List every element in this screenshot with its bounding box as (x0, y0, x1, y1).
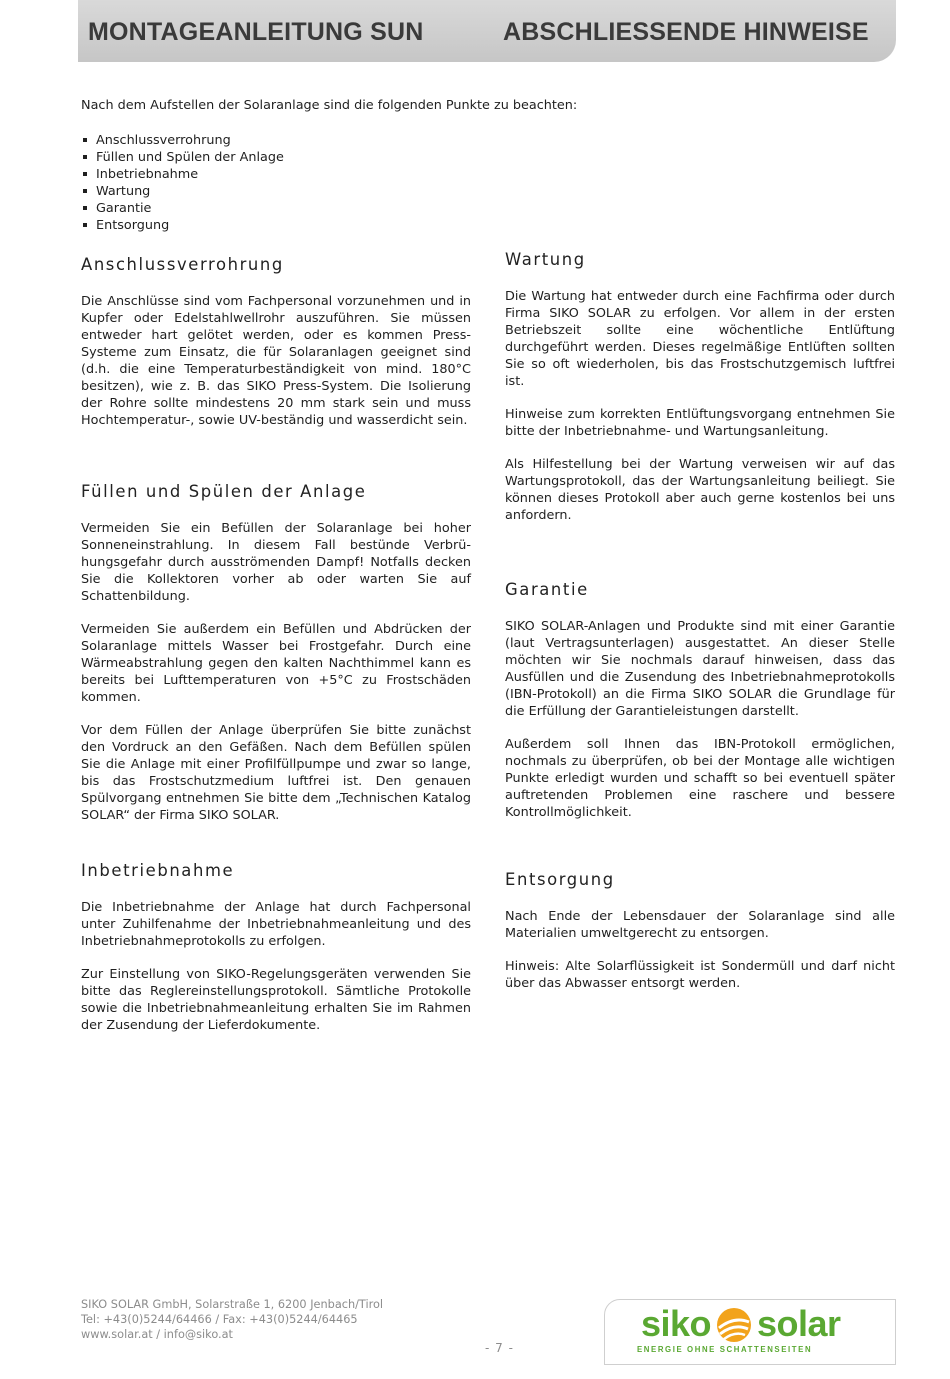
paragraph: SIKO SOLAR-Anlagen und Produkte sind mit einer Garantie (laut Vertragsunterlagen) ausgestattet. An dieser Stelle möchten wir Sie nochmals darauf hinweisen, dass das Ausfüllen und die Zusendung des Inbetriebnahmeprotokolls (IBN-Protokoll) an die Firma SIKO SOLAR die Grundlage für die Erfüllung der Garantieleistungen darstellt. (505, 619, 895, 719)
logo-word-siko: siko (641, 1303, 712, 1344)
section-inbetriebnahme (81, 860, 471, 1034)
paragraph: Die Anschlüsse sind vom Fachpersonal vorzunehmen und in Kupfer oder Edelstahlwellrohr auszuführen. Sie müssen entweder hart gelötet werden, oder es kommen Press-Systeme zum Einsatz, die für Solaranlagen geeignet sind (d.h. die eine Temperaturbeständigkeit von mind. 180°C besitzen), wie z. B. das SIKO Press-System. Die Isolierung der Rohre sollte mindestens 20 mm stark sein und muss Hochtemperatur-, sowie UV-beständig und wasserdicht sein. (81, 294, 471, 428)
bullet-icon (83, 138, 87, 142)
sun-icon (715, 1306, 753, 1344)
bullet-icon (83, 223, 87, 227)
list-item-label: Füllen und Spülen der Anlage (96, 150, 284, 165)
paragraph: Die Wartung hat entweder durch eine Fachfirma oder durch Firma SIKO SOLAR zu erfolgen. Vor allem in der ersten Betriebszeit sollte eine wöchentliche Entlüftung durchgeführt werden. Dieses regelmäßige Entlüften sollten Sie so oft wiederholen, bis das Frostschutzgemisch luftfrei ist. (505, 289, 895, 389)
topic-list (81, 132, 284, 234)
list-item-label: Garantie (96, 201, 152, 216)
section-heading: Wartung (505, 250, 586, 269)
paragraph: Als Hilfestellung bei der Wartung verweisen wir auf das Wartungsprotokoll, das der Wartungsanleitung beiliegt. Sie können dieses Protokoll aber auch gerne kostenlos bei uns anfordern. (505, 457, 895, 523)
section-entsorgung (505, 869, 895, 992)
paragraph: Außerdem soll Ihnen das IBN-Protokoll ermöglichen, nochmals zu überprüfen, ob bei der Montage alle wichtigen Punkte erledigt wurden und schafft so bei eventuell später auftretenden Problemen eine raschere und bessere Kontrollmöglichkeit. (505, 737, 895, 820)
company-address: SIKO SOLAR GmbH, Solarstraße 1, 6200 Jenbach/Tirol (81, 1298, 384, 1311)
section-wartung (505, 249, 895, 579)
list-item (81, 200, 284, 217)
bullet-icon (83, 206, 87, 210)
section-heading: Füllen und Spülen der Anlage (81, 482, 367, 501)
list-item (81, 166, 284, 183)
section-heading: Inbetriebnahme (81, 861, 235, 880)
section-heading: Anschlussverrohrung (81, 255, 284, 274)
document-title: MONTAGEANLEITUNG SUN (88, 18, 424, 46)
section-anschlussverrohrung (81, 254, 471, 481)
bullet-icon (83, 189, 87, 193)
list-item-label: Anschlussverrohrung (96, 133, 231, 148)
siko-solar-logo (604, 1299, 896, 1365)
footer-address (81, 1297, 383, 1342)
bullet-icon (83, 172, 87, 176)
left-column (81, 254, 471, 1050)
list-item-label: Inbetriebnahme (96, 167, 199, 182)
section-heading: Entsorgung (505, 870, 615, 889)
paragraph: Die Inbetriebnahme der Anlage hat durch Fachpersonal unter Zuhilfenahme der Inbetriebnahmeanleitung und des Inbetriebnahmeprotokolls zu erfolgen. (81, 900, 471, 949)
chapter-title: ABSCHLIESSENDE HINWEISE (503, 18, 869, 46)
logo-tagline: ENERGIE OHNE SCHATTENSEITEN (637, 1345, 813, 1354)
paragraph: Zur Einstellung von SIKO-Regelungsgeräten verwenden Sie bitte das Reglereinstellungsprotokoll. Sämtliche Protokolle sowie die Inbetriebnahmeanleitung erhalten Sie im Rahmen der Zusendung der Lieferdokumente. (81, 967, 471, 1033)
bullet-icon (83, 155, 87, 159)
page-header (78, 0, 896, 62)
list-item (81, 149, 284, 166)
logo-word-solar: solar (757, 1303, 841, 1344)
list-item (81, 132, 284, 149)
list-item (81, 217, 284, 234)
intro-text: Nach dem Aufstellen der Solaranlage sind die folgenden Punkte zu beachten: (81, 98, 578, 113)
paragraph: Vermeiden Sie ein Befüllen der Solaranlage bei hoher Sonneneinstrahlung. In diesem Fall bestünde Verbrühungsgefahr durch ausströmenden Dampf! Notfalls decken Sie die Kollektoren vorher ab oder warten Sie auf Schattenbildung. (81, 521, 471, 604)
paragraph: Vor dem Füllen der Anlage überprüfen Sie bitte zunächst den Vordruck an den Gefäßen. Nach dem Befüllen spülen Sie die Anlage mit einer Profilfüllpumpe und zwar so lange, bis das Frostschutzmedium luftfrei ist. Den genauen Spülvorgang entnehmen Sie bitte dem „Technischen Katalog SOLAR“ der Firma SIKO SOLAR. (81, 723, 471, 823)
paragraph: Hinweise zum korrekten Entlüftungsvorgang entnehmen Sie bitte der Inbetriebnahme- und Wartungsanleitung. (505, 407, 895, 439)
paragraph: Hinweis: Alte Solarflüssigkeit ist Sondermüll und darf nicht über das Abwasser entsorgt werden. (505, 959, 895, 991)
section-garantie (505, 579, 895, 869)
list-item (81, 183, 284, 200)
paragraph: Vermeiden Sie außerdem ein Befüllen und Abdrücken der Solaranlage mittels Wasser bei Frostgefahr. Durch eine Wärmeabstrahlung gegen den kalten Nachthimmel kann es bereits bei Lufttemperaturen von +5°C zu Frostschäden kommen. (81, 622, 471, 705)
page-number: - 7 - (485, 1341, 514, 1355)
section-heading: Garantie (505, 580, 589, 599)
company-web-email: www.solar.at / info@siko.at (81, 1328, 233, 1341)
list-item-label: Entsorgung (96, 218, 170, 233)
company-phone-fax: Tel: +43(0)5244/64466 / Fax: +43(0)5244/64465 (81, 1313, 358, 1326)
paragraph: Nach Ende der Lebensdauer der Solaranlage sind alle Materialien umweltgerecht zu entsorgen. (505, 909, 895, 941)
list-item-label: Wartung (96, 184, 151, 199)
right-column (505, 249, 895, 1008)
section-fuellen-spuelen (81, 481, 471, 860)
